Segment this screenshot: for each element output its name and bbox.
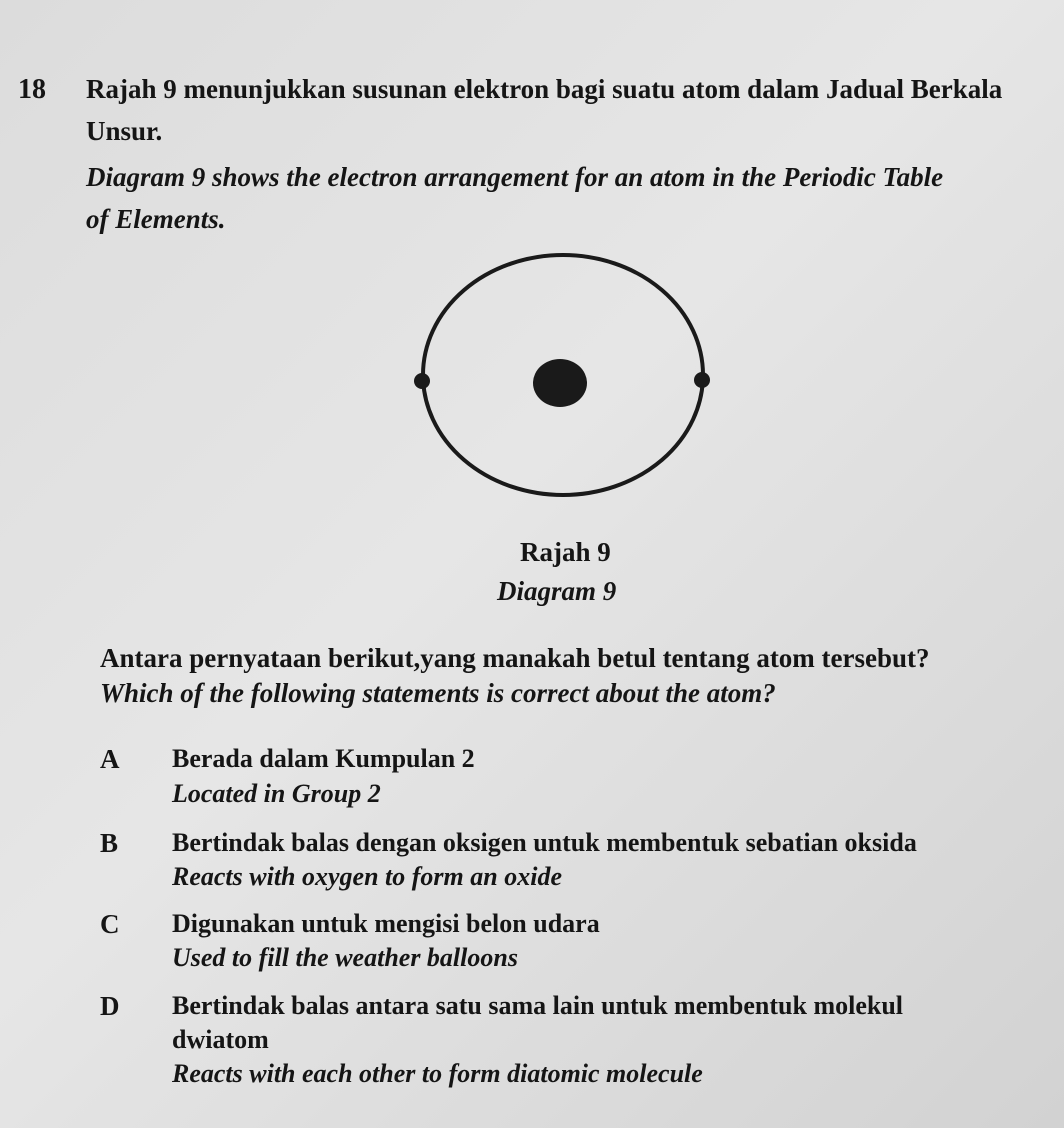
option-d-malay-line1: Bertindak balas antara satu sama lain untuk membentuk molekul [172,991,904,1020]
nucleus [533,359,587,407]
option-a-english: Located in Group 2 [172,779,381,808]
question-english-line1: Diagram 9 shows the electron arrangement for an atom in the Periodic Table [86,162,944,192]
diagram-caption-malay: Rajah 9 [520,537,611,567]
option-a-letter: A [100,744,120,774]
option-c-malay: Digunakan untuk mengisi belon udara [172,909,600,938]
atom-diagram [400,250,730,520]
option-a-malay: Berada dalam Kumpulan 2 [172,744,475,773]
diagram-caption-english: Diagram 9 [497,576,617,606]
electron-left [414,373,430,389]
option-d-malay-line2: dwiatom [172,1025,269,1054]
electron-right [694,372,710,388]
question-malay-line2: Unsur. [86,116,163,146]
question-number: 18 [18,74,46,105]
option-c-letter: C [100,909,120,939]
option-d-english: Reacts with each other to form diatomic molecule [172,1059,703,1088]
prompt-malay: Antara pernyataan berikut,yang manakah betul tentang atom tersebut? [100,643,930,673]
option-b-english: Reacts with oxygen to form an oxide [172,862,562,891]
option-b-malay: Bertindak balas dengan oksigen untuk membentuk sebatian oksida [172,828,917,857]
option-c-english: Used to fill the weather balloons [172,943,518,972]
option-d-letter: D [100,991,120,1021]
question-malay-line1: Rajah 9 menunjukkan susunan elektron bagi suatu atom dalam Jadual Berkala [86,74,1003,104]
question-english-line2: of Elements. [86,204,226,234]
prompt-english: Which of the following statements is correct about the atom? [100,678,776,708]
option-b-letter: B [100,828,119,858]
